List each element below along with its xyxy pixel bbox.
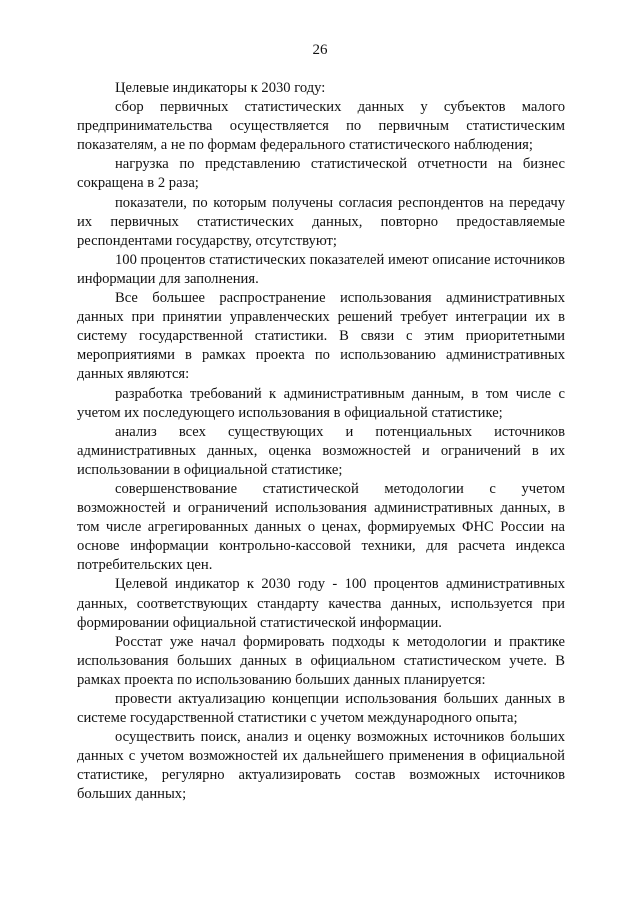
paragraph-target-indicators-heading: Целевые индикаторы к 2030 году:	[115, 80, 326, 96]
paragraph-indicator-descriptions: 100 процентов статистических показателей имеют описание источников информации для заполнения.	[77, 251, 565, 287]
document-body	[77, 79, 565, 805]
paragraph-admin-sources-analysis: анализ всех существующих и потенциальных источников административных данных, оценка возможностей и ограничений в их использовании в официальной статистике;	[77, 423, 565, 478]
paragraph-primary-data-collection: сбор первичных статистических данных у субъектов малого предпринимательства осуществляется по первичным статистическим показателям, а не по формам федерального статистического наблюдения;	[77, 99, 565, 154]
paragraph-big-data-concept: провести актуализацию концепции использования больших данных в системе государственной статистики с учетом международного опыта;	[77, 691, 565, 727]
page-number: 26	[312, 42, 328, 58]
paragraph-admin-data-requirements: разработка требований к административным данным, в том числе с учетом их последующего использования в официальной статистике;	[77, 385, 565, 421]
paragraph-big-data-intro: Росстат уже начал формировать подходы к методологии и практике использования больших данных в официальном статистическом учете. В рамках проекта по использованию больших данных планируется:	[77, 633, 565, 688]
paragraph-respondent-consent: показатели, по которым получены согласия респондентов на передачу их первичных статистических данных, повторно предоставляемые респондентами государству, отсутствуют;	[77, 194, 565, 249]
paragraph-reporting-burden: нагрузка по представлению статистической отчетности на бизнес сокращена в 2 раза;	[77, 156, 565, 192]
paragraph-big-data-sources: осуществить поиск, анализ и оценку возможных источников больших данных с учетом возможностей их дальнейшего применения в официальной статистике, регулярно актуализировать состав возможных источников больших данных;	[77, 729, 565, 803]
paragraph-methodology-improvement: совершенствование статистической методологии с учетом возможностей и ограничений использования административных данных, в том числе агрегированных данных о ценах, формируемых ФНС России на основе информации контрольно-кассовой техники, для расчета индекса потребительских цен.	[77, 480, 565, 574]
paragraph-admin-target-indicator: Целевой индикатор к 2030 году - 100 процентов административных данных, соответствующих стандарту качества данных, используется при формировании официальной статистической информации.	[77, 576, 565, 631]
paragraph-administrative-data-intro: Все большее распространение использования административных данных при принятии управленческих решений требует интеграции их в систему государственной статистики. В связи с этим приоритетными мероприятиями в рамках проекта по использованию административных данных являются:	[77, 290, 565, 383]
